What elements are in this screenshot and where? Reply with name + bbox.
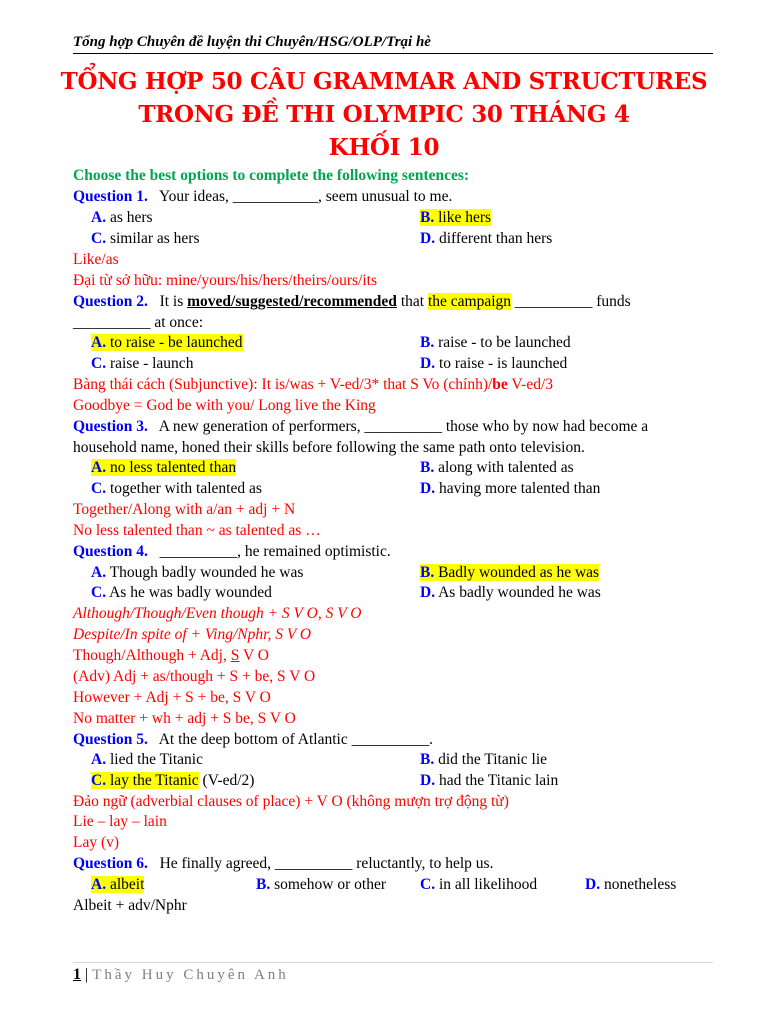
note: However + Adj + S + be, S V O bbox=[73, 689, 271, 706]
option-c: C. lay the Titanic (V-ed/2) bbox=[91, 772, 255, 789]
note: No less talented than ~ as talented as … bbox=[73, 522, 321, 539]
question-1 bbox=[73, 187, 452, 206]
note: Together/Along with a/an + adj + N bbox=[73, 501, 296, 518]
option-d: D. to raise - is launched bbox=[420, 355, 568, 372]
option-c: C. similar as hers bbox=[91, 230, 200, 247]
note: (Adv) Adj + as/though + S + be, S V O bbox=[73, 668, 316, 685]
option-b: B. along with talented as bbox=[420, 459, 574, 476]
question-text-cont: household name, honed their skills before following the same path onto television. bbox=[73, 439, 585, 456]
page-number: 1 bbox=[73, 966, 81, 983]
option-a: A. lied the Titanic bbox=[91, 751, 203, 768]
note: No matter + wh + adj + S be, S V O bbox=[73, 710, 296, 727]
page-footer bbox=[73, 966, 289, 984]
option-c: C. in all likelihood bbox=[420, 876, 538, 893]
option-b: B. like hers bbox=[420, 209, 492, 226]
option-c: C. together with talented as bbox=[91, 480, 262, 497]
option-a: A. Though badly wounded he was bbox=[91, 564, 304, 581]
note: Like/as bbox=[73, 251, 119, 268]
page-header: Tổng hợp Chuyên đề luyện thi Chuyên/HSG/OLP/Trại hè bbox=[73, 34, 713, 54]
option-a: A. to raise - be launched bbox=[91, 334, 243, 351]
question-2: Question 2. It is moved/suggested/recommended that the campaign __________ funds bbox=[73, 293, 631, 310]
title-line-2: TRONG ĐỀ THI OLYMPIC 30 THÁNG 4 bbox=[138, 101, 630, 128]
note: Despite/In spite of + Ving/Nphr, S V O bbox=[73, 626, 312, 643]
question-label: Question 1. bbox=[73, 188, 148, 205]
option-b: B. raise - to be launched bbox=[420, 334, 571, 351]
title-line-3: KHỐI 10 bbox=[328, 134, 440, 161]
option-d: D. had the Titanic lain bbox=[420, 772, 559, 789]
option-b: B. somehow or other bbox=[256, 876, 387, 893]
note: Đảo ngữ (adverbial clauses of place) + V O (không mượn trợ động từ) bbox=[73, 793, 509, 810]
title-line-1: TỔNG HỢP 50 CÂU GRAMMAR AND STRUCTURES bbox=[60, 68, 708, 95]
note: Albeit + adv/Nphr bbox=[73, 897, 187, 914]
note: Though/Although + Adj, S V O bbox=[73, 647, 269, 664]
note: Lay (v) bbox=[73, 834, 120, 851]
option-d: D. nonetheless bbox=[585, 876, 677, 893]
note: Goodbye = God be with you/ Long live the King bbox=[73, 397, 376, 414]
option-a: A. as hers bbox=[91, 209, 153, 226]
footer-author: Thầy Huy Chuyên Anh bbox=[92, 967, 289, 983]
question-3: Question 3. A new generation of performers, __________ those who by now had become a bbox=[73, 418, 649, 435]
option-c: C. As he was badly wounded bbox=[91, 584, 272, 601]
option-a: A. albeit bbox=[91, 876, 145, 893]
question-4: Question 4. __________, he remained optimistic. bbox=[73, 543, 391, 560]
question-6: Question 6. He finally agreed, __________ reluctantly, to help us. bbox=[73, 855, 494, 872]
question-text-cont: __________ at once: bbox=[73, 314, 204, 331]
option-d: D. different than hers bbox=[420, 230, 553, 247]
option-b: B. Badly wounded as he was bbox=[420, 564, 600, 581]
note: Lie – lay – lain bbox=[73, 813, 167, 830]
option-d: D. having more talented than bbox=[420, 480, 601, 497]
footer-separator: | bbox=[85, 966, 89, 983]
footer-divider bbox=[73, 962, 713, 963]
note: Bàng thái cách (Subjunctive): It is/was + V-ed/3* that S Vo (chính)/be V-ed/3 bbox=[73, 376, 554, 393]
note: Although/Though/Even though + S V O, S V O bbox=[73, 605, 362, 622]
instruction: Choose the best options to complete the following sentences: bbox=[73, 167, 470, 184]
note: Đại từ sở hữu: mine/yours/his/hers/theirs/ours/its bbox=[73, 272, 377, 289]
option-b: B. did the Titanic lie bbox=[420, 751, 548, 768]
option-a: A. no less talented than bbox=[91, 459, 237, 476]
question-text: Your ideas, ___________, seem unusual to me. bbox=[159, 188, 453, 205]
option-d: D. As badly wounded he was bbox=[420, 584, 601, 601]
option-c: C. raise - launch bbox=[91, 355, 194, 372]
question-5: Question 5. At the deep bottom of Atlantic __________. bbox=[73, 731, 433, 748]
